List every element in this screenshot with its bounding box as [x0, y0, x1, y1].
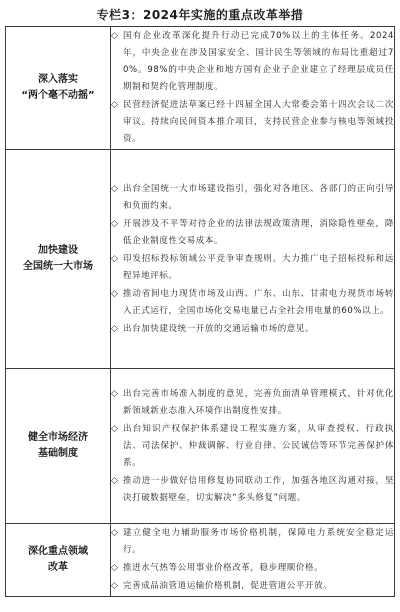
section-items — [111, 524, 395, 597]
list-item-text: 建立健全电力辅助服务市场价格机制，保障电力系统安全稳定运行。 — [123, 528, 394, 555]
diamond-outline-icon: ◇ — [111, 475, 118, 486]
section-heading — [6, 524, 111, 597]
list-item — [111, 525, 394, 559]
list-item-text: 国有企业改革深化提升行动已完成70%以上的主体任务。2024年，中央企业在涉及国家安全、国计民生等领域的布局比重超过70%。98%的中央企业和地方国有企业子企业建立了经理层成员任期制和契约化管理制度。 — [123, 31, 394, 92]
section-row — [6, 524, 395, 597]
section-heading-line: 健全市场经济 — [28, 432, 88, 443]
section-heading-line: 全国统一大市场 — [23, 261, 93, 272]
list-item — [111, 321, 394, 338]
section-items — [111, 150, 395, 369]
diamond-outline-icon: ◇ — [111, 563, 118, 573]
list-item-text: 推进水气热等公用事业价格改革，稳步理顺价格。 — [123, 563, 324, 573]
list-item-text: 完善成品油管道运输价格机制，促进管道公平开放。 — [123, 581, 333, 591]
section-heading — [6, 369, 111, 524]
reform-table — [5, 26, 395, 597]
list-item-text: 出台加快建设统一开放的交通运输市场的意见。 — [123, 323, 315, 334]
section-heading-line: 深化重点领域 — [28, 546, 88, 557]
diamond-outline-icon: ◇ — [111, 218, 118, 229]
reform-table-body — [6, 27, 395, 597]
section-row — [6, 150, 395, 369]
list-item — [111, 473, 394, 507]
list-item — [111, 251, 394, 285]
list-item — [111, 181, 394, 215]
list-item — [111, 421, 394, 472]
section-heading-line: “两个毫不动摇” — [21, 90, 95, 101]
section-heading-line: 深入落实 — [38, 74, 78, 85]
list-item-text: 推动省间电力现货市场及山西、广东、山东、甘肃电力现货市场转入正式运行，全国市场化交易电量已占全社会用电量的60%以上。 — [123, 288, 394, 316]
section-heading-line: 基础制度 — [38, 448, 78, 459]
diamond-outline-icon: ◇ — [111, 288, 118, 299]
page-title: 专栏3：2024年实施的重点改革举措 — [96, 8, 304, 22]
section-heading-line: 改革 — [48, 562, 68, 573]
list-item-text: 民营经济促进法草案已经十四届全国人大常委会第十四次会议二次审议。持续向民间资本推介项目，支持民营企业参与核电等领域投资。 — [123, 100, 394, 144]
section-row — [6, 27, 395, 150]
list-item-text: 出台全国统一大市场建设指引，强化对各地区、各部门的正向引导和负面约束。 — [123, 183, 394, 211]
section-heading — [6, 150, 111, 369]
list-item — [111, 216, 394, 250]
list-item-text: 推动进一步做好信用修复协同联动工作，加强各地区沟通对接，坚决打破数据壁垒，切实解决“多头修复”问题。 — [123, 475, 394, 503]
section-heading — [6, 27, 111, 150]
list-item — [111, 28, 394, 96]
section-row — [6, 369, 395, 524]
list-item — [111, 578, 394, 595]
diamond-outline-icon: ◇ — [111, 183, 118, 194]
diamond-outline-icon: ◇ — [111, 253, 118, 264]
list-item-text: 出台完善市场准入制度的意见，完善负面清单管理模式，针对优化新领域新业态准入环境作出制度性安排。 — [123, 388, 394, 416]
list-item-text: 开展涉及不平等对待企业的法律法规政策清理，消除隐性壁垒，降低企业制度性交易成本。 — [123, 218, 394, 246]
diamond-outline-icon: ◇ — [111, 100, 118, 110]
diamond-outline-icon: ◇ — [111, 528, 118, 538]
list-item — [111, 386, 394, 420]
diamond-outline-icon: ◇ — [111, 323, 118, 334]
diamond-outline-icon: ◇ — [111, 581, 118, 591]
list-item — [111, 560, 394, 577]
list-item — [111, 97, 394, 148]
list-item-text: 印发招标投标领域公平竞争审查规则。大力推广电子招标投标和远程异地评标。 — [123, 253, 394, 281]
section-heading-line: 加快建设 — [38, 245, 78, 256]
section-items — [111, 27, 395, 150]
list-item-text: 出台知识产权保护体系建设工程实施方案，从审查授权、行政执法、司法保护、仲裁调解、行业自律、公民诚信等环节完善保护体系。 — [123, 423, 394, 468]
diamond-outline-icon: ◇ — [111, 423, 118, 434]
section-items — [111, 369, 395, 524]
diamond-outline-icon: ◇ — [111, 31, 118, 41]
list-item — [111, 286, 394, 320]
diamond-outline-icon: ◇ — [111, 388, 118, 399]
